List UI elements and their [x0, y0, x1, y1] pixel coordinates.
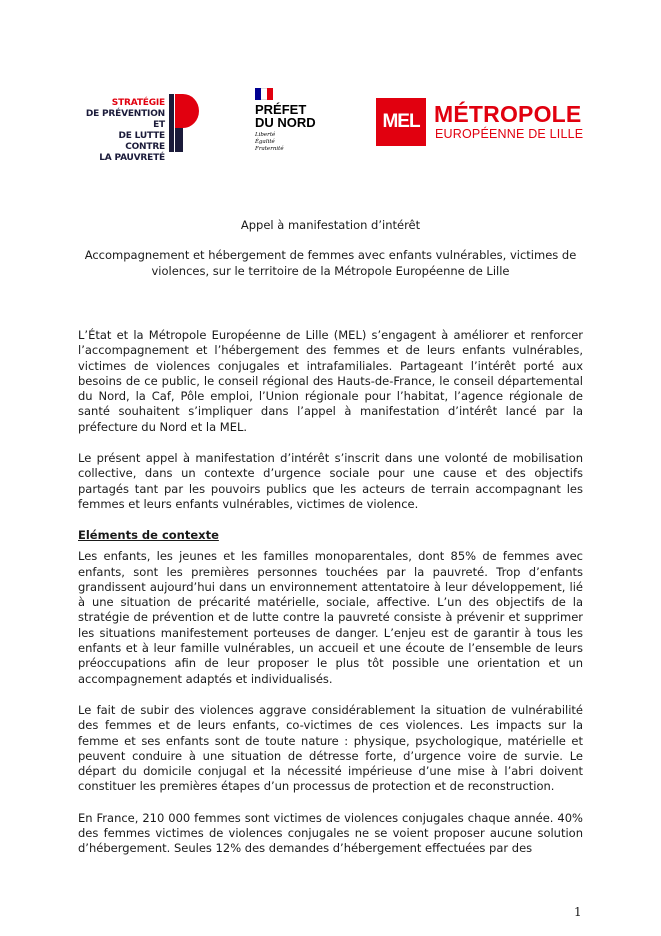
strategie-logo-text: [84, 98, 165, 164]
strategie-line-3: DE LUTTE CONTRE: [118, 131, 165, 152]
logo-header: [0, 86, 661, 166]
strategie-line-1: STRATÉGIE: [111, 98, 165, 108]
motto-fraternite: Fraternité: [255, 146, 284, 152]
document-subtitle: Accompagnement et hébergement de femmes avec enfants vulnérables, victimes de violences, sur le territoire de la Métropole Européenne de Lille: [84, 248, 577, 278]
mel-logo-box: MEL: [376, 98, 426, 146]
mel-logo-name: MÉTROPOLE: [434, 101, 582, 127]
paragraph-context-violences: Le fait de subir des violences aggrave considérablement la situation de vulnérabilité des femmes et de leurs enfants, co-victimes de ces violences. Les impacts sur la femme et ses enfants sont de toute nature : physique, psychologique, matérielle et peuvent conduire à une situation de détresse forte, d’urgence voire de survie. Le départ du domicile conjugal et la nécessité impérieuse d’une mise à l’abri doivent constituer les premières étapes d’un processus de protection et de reconstruction.: [78, 702, 583, 794]
strategie-line-2: DE PRÉVENTION ET: [85, 109, 165, 130]
marianne-flag-icon: [255, 88, 273, 100]
motto-liberte: Liberté: [255, 132, 276, 138]
strategie-line-4: LA PAUVRETÉ: [99, 153, 165, 163]
paragraph-context-statistiques: En France, 210 000 femmes sont victimes de violences conjugales chaque année. 40% des femmes victimes de violences conjugales ne se voient proposer aucune solution d’hébergement. Seules 12% des demandes d’hébergement effectuées par des: [78, 810, 583, 856]
paragraph-mobilisation: Le présent appel à manifestation d’intérêt s’inscrit dans une volonté de mobilisation collective, dans un contexte d’urgence sociale pour une cause et des objectifs partagés tant par les pouvoirs publics que les acteurs de terrain accompagnant les femmes et leurs enfants vulnérables, victimes de violence.: [78, 451, 583, 511]
paragraph-intro: L’État et la Métropole Européenne de Lille (MEL) s’engagent à améliorer et renforcer l’accompagnement et l’hébergement des femmes et de leurs enfants vulnérables, victimes de violences conjugales et intrafamiliales. Partageant l’intérêt porté aux besoins de ce public, le conseil régional des Hauts-de-France, le conseil départemental du Nord, la Caf, Pôle emploi, l’Union régionale pour l’habitat, l’agence régionale de santé souhaitent s’impliquer dans l’appel à manifestation d’intérêt lancé par la préfecture du Nord et la MEL.: [78, 328, 583, 434]
prefet-title-line-1: PRÉFET: [255, 102, 307, 117]
prefet-title-line-2: DU NORD: [255, 115, 316, 130]
document-title: Appel à manifestation d’intérêt: [240, 218, 421, 232]
mel-logo-subtitle: EUROPÉENNE DE LILLE: [435, 127, 584, 141]
motto-egalite: Égalité: [255, 139, 275, 145]
page-number: 1: [574, 905, 582, 919]
section-heading-contexte: Eléments de contexte: [78, 528, 219, 543]
paragraph-context-enfants: Les enfants, les jeunes et les familles monoparentales, dont 85% de femmes avec enfants, sont les premières personnes touchées par la pauvreté. Trop d’enfants grandissent aujourd’hui dans un environnement attentatoire à leur développement, lié à une situation de précarité matérielle, sociale, affective. L’un des objectifs de la stratégie de prévention et de lutte contre la pauvreté consiste à prévenir et supprimer les situations manifestement porteuses de danger. L’enjeu est de garantir à tous les enfants et à leur famille vulnérables, un accueil et une écoute de l’ensemble de leurs préoccupations afin de leur proposer le plus tôt possible une orientation et un accompagnement adaptés et individualisés.: [78, 549, 583, 686]
prefet-motto: [255, 132, 335, 153]
document-body: [78, 328, 583, 873]
strategie-p-icon: [169, 94, 199, 152]
prefet-du-nord-logo: [255, 88, 335, 158]
mel-logo: [376, 98, 591, 148]
strategie-pauvrete-logo: [84, 92, 199, 163]
